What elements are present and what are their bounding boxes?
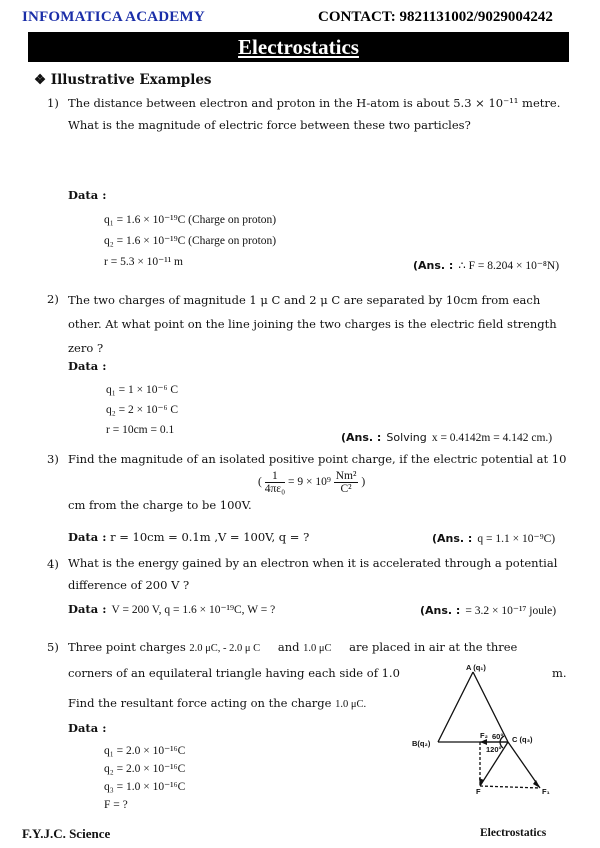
q3-number: 3) — [47, 452, 59, 466]
q5-line1a: Three point charges — [68, 640, 186, 654]
q3-k-den: 4πε₀ — [264, 483, 286, 495]
q3-unit-den: C² — [340, 483, 352, 495]
q4-line2: difference of 200 V ? — [68, 578, 190, 592]
triangle-diagram — [400, 660, 560, 800]
q1-data-r: r = 5.3 × 10⁻¹¹ m — [104, 256, 183, 268]
q1-data-label: Data : — [68, 188, 107, 202]
q1-text — [68, 92, 560, 136]
label-c: C (q₃) — [512, 735, 533, 744]
side-ab — [438, 672, 473, 742]
contact-info: CONTACT: 9821131002/9029004242 — [318, 9, 553, 25]
q1-answer-label: (Ans. : — [413, 259, 454, 272]
q4-answer-label: (Ans. : — [420, 604, 461, 617]
q5-line3a: Find the resultant force acting on the charge — [68, 696, 332, 710]
q5-line2a: corners of an equilateral triangle having each side of 1.0 — [68, 666, 400, 680]
q4-text — [68, 552, 557, 596]
label-f1: F₁ — [542, 787, 550, 796]
q4-number: 4) — [47, 557, 59, 571]
q3-k-eq: = 9 × 10⁹ — [288, 476, 331, 489]
q1-line2: What is the magnitude of electric force between these two particles? — [68, 118, 471, 132]
q2-line2: other. At what point on the line joining the two charges is the electric field strength — [68, 317, 557, 331]
q3-data-text: r = 10cm = 0.1m ,V = 100V, q = ? — [110, 530, 310, 544]
q5-line1b: 2.0 μC, - 2.0 μ C — [189, 643, 261, 654]
label-b: B(q₂) — [412, 739, 431, 748]
q5-data-q2: q₂ = 2.0 × 10⁻¹⁶C — [104, 763, 186, 775]
q5-line1c: and — [277, 640, 300, 654]
q1-data — [104, 210, 276, 273]
q1-number: 1) — [47, 96, 59, 110]
f1-arrowhead — [533, 780, 540, 788]
q2-text — [68, 288, 557, 360]
q5-number: 5) — [47, 640, 59, 654]
q3-answer — [432, 527, 555, 546]
academy-name: INFOMATICA ACADEMY — [22, 9, 205, 25]
q5-line1d: 1.0 μC — [303, 643, 332, 654]
q2-data-q1: q₁ = 1 × 10⁻⁶ C — [106, 384, 179, 396]
q5-data-f: F = ? — [104, 799, 128, 811]
label-120: 120° — [486, 745, 502, 754]
footer-course: F.Y.J.C. Science — [22, 826, 111, 841]
q1-data-q1: q₁ = 1.6 × 10⁻¹⁹C (Charge on proton) — [104, 214, 277, 226]
q4-answer-value: = 3.2 × 10⁻¹⁷ joule) — [465, 605, 557, 617]
section-title: ❖ Illustrative Examples — [34, 72, 212, 88]
q3-data — [68, 526, 309, 548]
q4-data-text: V = 200 V, q = 1.6 × 10⁻¹⁹C, W = ? — [111, 604, 276, 616]
q2-answer-solving: Solving — [386, 431, 427, 444]
q5-data-label: Data : — [68, 721, 107, 735]
q1-answer-value: ∴ F = 8.204 × 10⁻⁸N) — [458, 260, 560, 272]
q5-line3 — [68, 692, 366, 716]
q2-answer-label: (Ans. : — [341, 431, 382, 444]
q1-line1: The distance between electron and proton in the H-atom is about 5.3 × 10⁻¹¹ metre. — [68, 96, 561, 110]
q5-line1e: are placed in air at the three — [349, 640, 518, 654]
footer-chapter: Electrostatics — [480, 827, 547, 839]
q4-line1: What is the energy gained by an electron when it is accelerated through a potential — [68, 556, 558, 570]
q2-line3: zero ? — [68, 341, 104, 355]
q3-constant: ( $\frac{1}{\text{4πε₀}}$ = 9 × 10⁹ $\frac{\text{Nm²}}{\text{C²}}$ ) — [258, 470, 366, 495]
q2-answer-value: x = 0.4142m = 4.142 cm.) — [431, 432, 553, 444]
q3-k-fraction — [265, 470, 285, 495]
label-a: A (q₁) — [466, 663, 486, 672]
q3-k-num: 1 — [265, 470, 285, 483]
q3-unit-num: Nm² — [335, 470, 357, 482]
label-f: F — [476, 787, 481, 796]
q2-line1: The two charges of magnitude 1 μ C and 2 μ C are separated by 10cm from each — [68, 293, 541, 307]
q5-data — [104, 742, 185, 814]
q5-line1 — [68, 636, 517, 660]
label-f2: F₂ — [480, 731, 488, 740]
q2-number: 2) — [47, 292, 59, 306]
q4-data — [68, 598, 275, 617]
q5-line3b: 1.0 μC. — [335, 699, 367, 710]
q2-data-r: r = 10cm = 0.1 — [106, 424, 175, 436]
q2-answer — [341, 426, 552, 445]
q5-line2b: m. — [552, 666, 567, 680]
q3-unit-fraction — [334, 470, 359, 495]
q2-data-label: Data : — [68, 359, 107, 373]
page-title-text: Electrostatics — [238, 35, 359, 59]
q5-data-q3: q₃ = 1.0 × 10⁻¹⁶C — [104, 781, 186, 793]
q2-data — [106, 380, 178, 440]
label-60: 60° — [492, 732, 504, 741]
q3-data-label: Data : — [68, 530, 107, 544]
q3-answer-value: q = 1.1 × 10⁻⁹C) — [477, 533, 556, 545]
q4-answer — [420, 599, 556, 618]
dash-parallel-2 — [480, 786, 540, 788]
q3-line1: Find the magnitude of an isolated positive point charge, if the electric potential at 10 — [68, 452, 567, 466]
q3-answer-label: (Ans. : — [432, 532, 473, 545]
q1-data-q2: q₂ = 1.6 × 10⁻¹⁹C (Charge on proton) — [104, 235, 277, 247]
q3-line2: cm from the charge to be 100V. — [68, 498, 252, 512]
q5-data-q1: q₁ = 2.0 × 10⁻¹⁶C — [104, 745, 186, 757]
q1-answer — [413, 254, 559, 273]
q2-data-q2: q₂ = 2 × 10⁻⁶ C — [106, 404, 179, 416]
q4-data-label: Data : — [68, 602, 107, 616]
page-title — [28, 32, 569, 62]
